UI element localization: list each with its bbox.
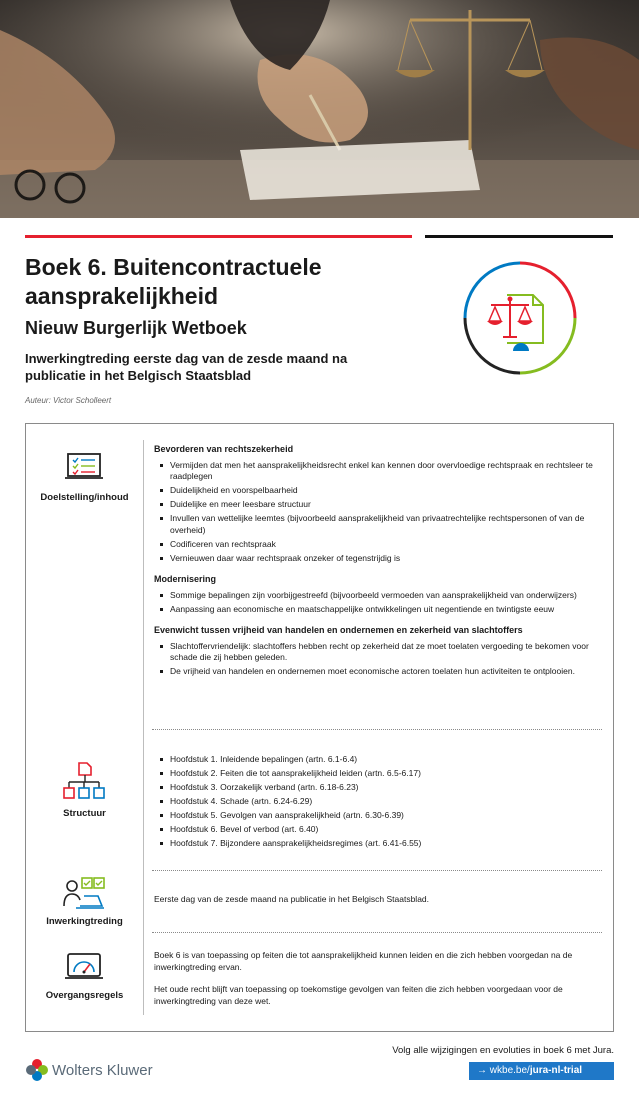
list-item: Hoofdstuk 1. Inleidende bepalingen (artn. 6.1-6.4) bbox=[154, 754, 604, 766]
org-structure-icon bbox=[62, 762, 106, 802]
person-laptop-icon bbox=[62, 876, 106, 912]
hero-illustration bbox=[0, 0, 639, 218]
list-item: Hoofdstuk 4. Schade (artn. 6.24-6.29) bbox=[154, 796, 604, 808]
brand-name: Wolters Kluwer bbox=[52, 1062, 153, 1079]
heading-evenwicht: Evenwicht tussen vrijheid van handelen en ondernemen en zekerheid van slachtoffers bbox=[154, 625, 523, 635]
page-tagline: Inwerkingtreding eerste dag van de zesde maand na publicatie in het Belgisch Staatsblad bbox=[25, 351, 348, 383]
label-inwerkingtreding: Inwerkingtreding bbox=[46, 916, 123, 927]
heading-rechtszekerheid: Bevorderen van rechtszekerheid bbox=[154, 444, 294, 454]
red-divider bbox=[25, 235, 412, 238]
overgangsregels-paragraph: Het oude recht blijft van toepassing op toekomstige gevolgen van feiten die zich hebben voorgedaan voor de inwerkingtreding van deze wet. bbox=[154, 984, 563, 1006]
gauge-monitor-icon bbox=[64, 952, 104, 982]
justice-scale-logo-icon bbox=[461, 259, 579, 377]
link-path: jura-nl-trial bbox=[529, 1065, 583, 1076]
overgangsregels-content bbox=[154, 950, 604, 1018]
heading-modernisering: Modernisering bbox=[154, 574, 217, 584]
wolters-kluwer-logo-icon bbox=[25, 1058, 49, 1082]
list-item: Duidelijkheid en voorspelbaarheid bbox=[154, 485, 604, 497]
section-divider bbox=[152, 870, 602, 871]
column-divider bbox=[143, 440, 144, 1015]
black-divider bbox=[425, 235, 613, 238]
list-item: Duidelijke en meer leesbare structuur bbox=[154, 499, 604, 511]
summary-table bbox=[25, 423, 614, 1032]
overgangsregels-paragraph: Boek 6 is van toepassing op feiten die tot aansprakelijkheid kunnen leiden en die zich hebben voorgedan na de inwerkingtreding ervan. bbox=[154, 950, 573, 972]
label-doelstelling: Doelstelling/inhoud bbox=[40, 492, 129, 503]
label-structuur: Structuur bbox=[63, 808, 106, 819]
list-evenwicht bbox=[154, 641, 604, 678]
page-subtitle: Nieuw Burgerlijk Wetboek bbox=[25, 318, 247, 338]
list-item: Hoofdstuk 3. Oorzakelijk verband (artn. 6.18-6.23) bbox=[154, 782, 604, 794]
structuur-content bbox=[154, 754, 604, 852]
list-item: Codificeren van rechtspraak bbox=[154, 539, 604, 551]
label-overgangsregels: Overgangsregels bbox=[45, 990, 124, 1001]
inwerkingtreding-content: Eerste dag van de zesde maand na publicatie in het Belgisch Staatsblad. bbox=[154, 894, 430, 904]
list-rechtszekerheid bbox=[154, 460, 604, 565]
checklist-monitor-icon bbox=[64, 452, 104, 482]
arrow-right-icon: → bbox=[477, 1065, 487, 1076]
list-item: Sommige bepalingen zijn voorbijgestreefd (bijvoorbeeld vermoeden van aansprakelijkheid van onderwijzers) bbox=[154, 590, 604, 602]
list-item: Hoofdstuk 7. Bijzondere aansprakelijkheidsregimes (art. 6.41-6.55) bbox=[154, 838, 604, 850]
hero-photo bbox=[0, 0, 639, 218]
list-item: Hoofdstuk 2. Feiten die tot aansprakelijkheid leiden (artn. 6.5-6.17) bbox=[154, 768, 604, 780]
page-title: Boek 6. Buitencontractuele aansprakelijkheid bbox=[25, 254, 322, 309]
list-hoofdstukken bbox=[154, 754, 604, 850]
link-domain: wkbe.be/ bbox=[489, 1065, 530, 1076]
doelstelling-content bbox=[154, 444, 604, 680]
follow-text: Volg alle wijzigingen en evoluties in boek 6 met Jura. bbox=[392, 1045, 614, 1056]
list-item: Vernieuwen daar waar rechtspraak onzeker of tegenstrijdig is bbox=[154, 553, 604, 565]
list-item: Vermijden dat men het aansprakelijkheidsrecht enkel kan kennen door overvloedige rechtspraak en rechtsleer te raadplegen bbox=[154, 460, 604, 483]
list-modernisering bbox=[154, 590, 604, 616]
list-item: Slachtoffervriendelijk: slachtoffers hebben recht op zekerheid dat ze moet toelaten vergoeding te bekomen voor schade die zij hebben geleden. bbox=[154, 641, 604, 664]
section-divider bbox=[152, 729, 602, 730]
list-item: De vrijheid van handelen en ondernemen moet economische actoren toelaten hun activiteiten te ontplooien. bbox=[154, 666, 604, 678]
section-divider bbox=[152, 932, 602, 933]
list-item: Aanpassing aan economische en maatschappelijke ontwikkelingen uit negentiende en twintigste eeuw bbox=[154, 604, 604, 616]
list-item: Invullen van wettelijke leemtes (bijvoorbeeld aansprakelijkheid van privaatrechtelijke rechtspersonen of van de overheid) bbox=[154, 513, 604, 536]
list-item: Hoofdstuk 6. Bevel of verbod (art. 6.40) bbox=[154, 824, 604, 836]
list-item: Hoofdstuk 5. Gevolgen van aansprakelijkheid (artn. 6.30-6.39) bbox=[154, 810, 604, 822]
author-line: Auteur: Victor Scholleert bbox=[25, 396, 112, 405]
jura-trial-link[interactable] bbox=[469, 1062, 614, 1080]
